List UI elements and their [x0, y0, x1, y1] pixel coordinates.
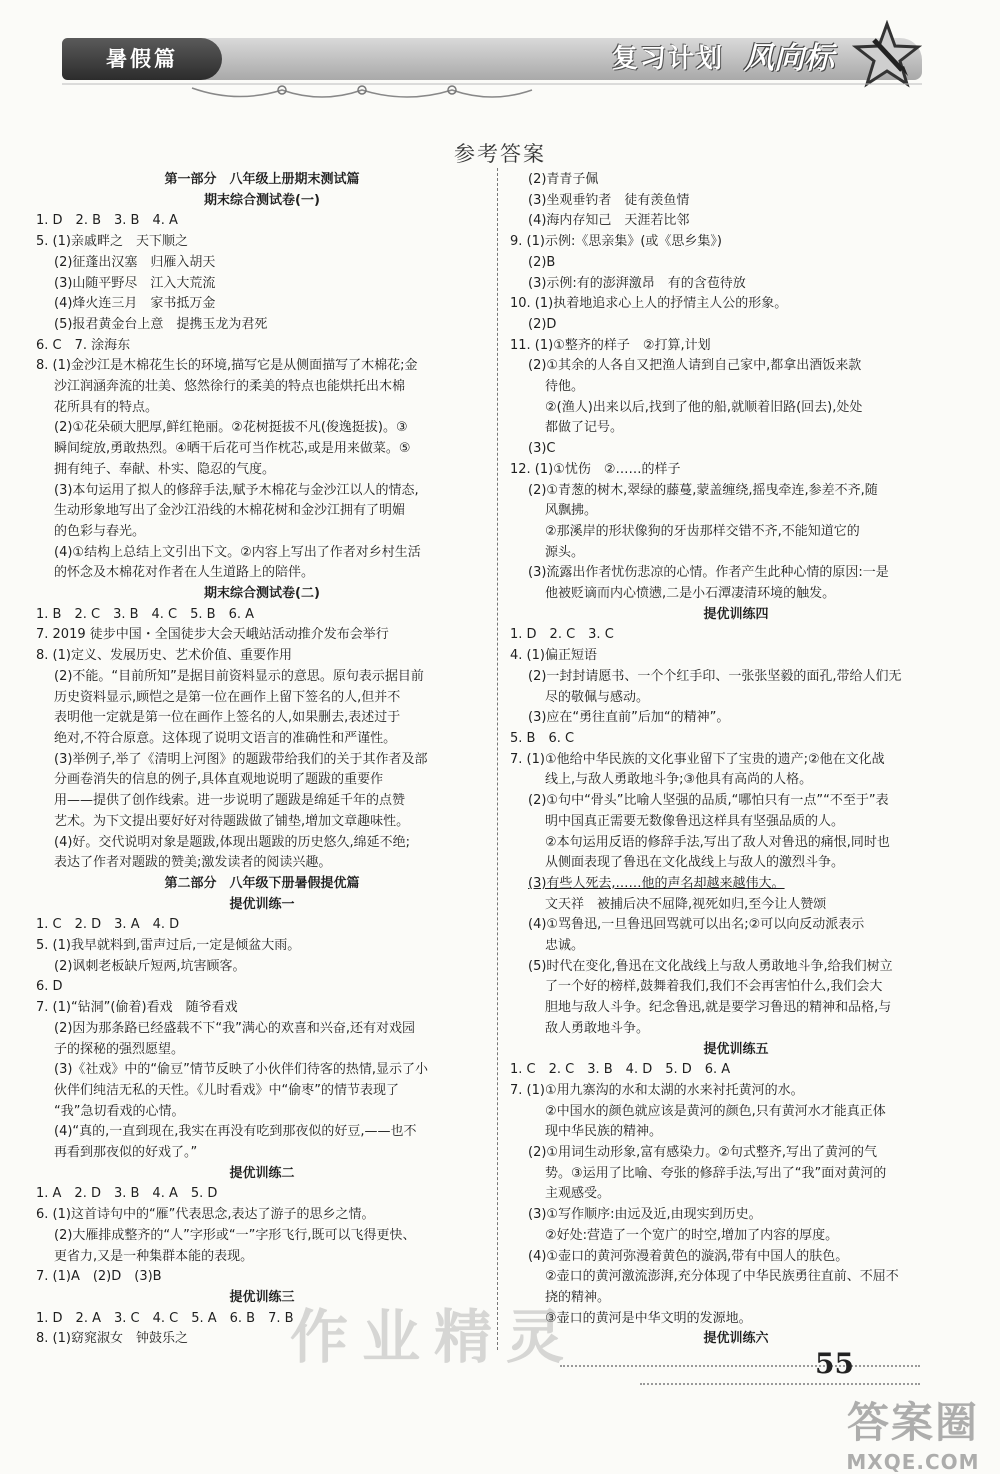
answer-line: (2)①花朵硕大肥厚,鲜红艳丽。②花树挺拔不凡(俊逸挺拔)。③: [54, 420, 408, 436]
column-divider: [497, 168, 498, 1350]
corner-watermark: [838, 1390, 988, 1474]
answer-line: 瞬间绽放,勇敢热烈。④晒干后花可当作枕芯,或是用来做菜。⑤: [54, 441, 411, 457]
answer-line: 5. (1)我早就料到,雷声过后,一定是倾盆大雨。: [36, 938, 301, 954]
answer-line: 胆地与敌人斗争。纪念鲁迅,就是要学习鲁迅的精神和品格,与: [545, 1000, 892, 1016]
answer-line: ②那溪岸的形状像狗的牙齿那样交错不齐,不能知道它的: [545, 523, 860, 539]
answer-line: 表明他一定就是第一位在画作上签名的人,如果删去,表述过于: [54, 710, 401, 726]
answer-line: 势。③运用了比喻、夸张的修辞手法,写出了“我”面对黄河的: [545, 1165, 887, 1181]
answer-line: 1. C 2. C 3. B 4. D 5. D 6. A: [510, 1062, 731, 1078]
answer-line: 5. (1)亲戚畔之 天下顺之: [36, 234, 188, 250]
answer-line: (4)烽火连三月 家书抵万金: [54, 296, 216, 312]
answer-line: 忠诚。: [545, 938, 585, 954]
answer-line: 源头。: [545, 544, 585, 560]
answer-line: ②壶口的黄河激流澎湃,充分体现了中华民族勇往直前、不屈不: [545, 1269, 899, 1285]
page-number: 55: [815, 1347, 854, 1380]
answer-line: (2)①其余的人各自又把渔人请到自己家中,都拿出酒饭来款: [528, 358, 862, 374]
answer-line: 待他。: [545, 379, 585, 395]
answer-line: (4)“真的,一直到现在,我实在再没有吃到那夜似的好豆,——也不: [54, 1124, 417, 1140]
answer-line: (4)海内存知己 天涯若比邻: [528, 213, 690, 229]
answer-line: 7. (1)①他给中华民族的文化事业留下了宝贵的遗产;②他在文化战: [510, 751, 885, 767]
header-banner: [62, 38, 922, 80]
answer-line: (3)山随平野尽 江入大荒流: [54, 275, 216, 291]
answer-line: ②(渔人)出来以后,找到了他的船,就顺着旧路(回去),处处: [545, 399, 863, 415]
answer-line: ③壶口的黄河是中华文明的发源地。: [545, 1310, 752, 1326]
answer-line: 用——提供了创作线索。进一步说明了题跋是绵延千年的点赞: [54, 793, 406, 809]
answer-line: (4)①结构上总结上文引出下文。②内容上写出了作者对乡村生活: [54, 544, 421, 560]
answer-line: 8. (1)金沙江是木棉花生长的环境,描写它是从侧面描写了木棉花;金: [36, 358, 418, 374]
answer-line: 生动形象地写出了金沙江沿线的木棉花树和金沙江拥有了明媚: [54, 503, 406, 519]
answer-line: 9. (1)示例:《思亲集》(或《思乡集》): [510, 234, 722, 250]
answer-line: ②本句运用反语的修辞手法,写出了敌人对鲁迅的痛恨,同时也: [545, 834, 890, 850]
answer-line: 6. (1)这首诗句中的“雁”代表思念,表达了游子的思乡之情。: [36, 1207, 375, 1223]
decorative-wave: [62, 82, 922, 106]
answer-line: 提优训练六: [703, 1331, 769, 1347]
answer-line: 从侧面表现了鲁迅在文化战线上与敌人的激烈斗争。: [545, 855, 845, 871]
answer-line: 8. (1)窈窕淑女 钟鼓乐之: [36, 1331, 188, 1347]
footer-dots: [640, 1383, 920, 1385]
brand-logo: 风向标: [744, 41, 834, 76]
answer-line: ②中国水的颜色就应该是黄河的颜色,只有黄河水才能真正体: [545, 1103, 886, 1119]
answer-line: 花所具有的特点。: [54, 399, 159, 415]
answer-line: 7. (1)A (2)D (3)B: [36, 1269, 162, 1285]
answer-line: 第二部分 八年级下册暑假提优篇: [164, 875, 360, 891]
answer-line: 文天祥 被捕后决不屈降,视死如归,至今让人赞颂: [545, 896, 827, 912]
left-answer-column: [36, 170, 488, 1350]
answer-line: 11. (1)①整齐的样子 ②打算,计划: [510, 337, 711, 353]
star-pencil-icon: [852, 20, 922, 90]
answer-line: (2)青青子佩: [528, 172, 599, 187]
right-answer-column: [510, 170, 962, 1350]
answer-line: (5)报君黄金台上意 提携玉龙为君死: [54, 316, 268, 332]
answer-line: 再看到那夜似的好戏了。”: [54, 1145, 198, 1161]
answer-line: (4)①壶口的黄河弥漫着黄色的漩涡,带有中国人的肤色。: [528, 1248, 849, 1264]
answer-line: 提优训练五: [703, 1041, 769, 1057]
footer-dots: [560, 1365, 920, 1367]
answer-line: 线上,与敌人勇敢地斗争;③他具有高尚的人格。: [545, 772, 813, 788]
answer-line: 7. (1)“钻洞”(偷着)看戏 随爷看戏: [36, 1000, 238, 1016]
answer-line: (2)B: [528, 254, 556, 270]
answer-line: 提优训练四: [703, 606, 769, 622]
answer-line: 6. D: [36, 979, 63, 995]
answer-line: ②好处:营造了一个宽广的时空,增加了内容的厚度。: [545, 1227, 839, 1243]
section-tag: 暑假篇: [62, 38, 222, 80]
corner-watermark-bottom: MXQE.COM: [846, 1450, 980, 1474]
answer-line: (4)①骂鲁迅,一旦鲁迅回骂就可以出名;②可以向反动派表示: [528, 917, 865, 933]
answer-line: 主观感受。: [545, 1186, 611, 1202]
answer-line: (3)举例子,举了《清明上河图》的题跋带给我们的关于其作者及部: [54, 751, 428, 767]
answer-line: (3)有些人死去,……他的声名却越来越伟大。: [528, 875, 785, 891]
answer-line: 历史资料显示,顾恺之是第一位在画作上留下签名的人,但并不: [54, 689, 401, 705]
answer-line: 现中华民族的精神。: [545, 1124, 663, 1140]
watermark-text: 作业精灵: [290, 1303, 579, 1371]
answer-line: 的怀念及木棉花对作者在人生道路上的陪伴。: [54, 565, 315, 581]
answer-line: (3)示例:有的澎湃激昂 有的含苞待放: [528, 275, 746, 291]
answer-line: (2)①青葱的树木,翠绿的藤蔓,蒙盖缠绕,摇曳牵连,参差不齐,随: [528, 482, 878, 498]
answer-line: 1. A 2. D 3. B 4. A 5. D: [36, 1186, 218, 1202]
answer-line: 风飘拂。: [545, 503, 598, 519]
answer-line: 第一部分 八年级上册期末测试篇: [164, 172, 360, 187]
answer-line: (3)C: [528, 441, 556, 457]
answer-line: (2)大雁排成整齐的“人”字形或“一”字形飞行,既可以飞得更快、: [54, 1227, 416, 1243]
answer-line: 期末综合测试卷(一): [204, 192, 320, 208]
answer-line: 明中国真正需要无数像鲁迅这样具有坚强品质的人。: [545, 813, 845, 829]
answer-line: 5. B 6. C: [510, 730, 575, 746]
answer-line: 他被贬谪而内心愤懑,二是小石潭凄清环境的触发。: [545, 586, 836, 602]
answer-line: 1. D 2. A 3. C 4. C 5. A 6. B 7. B: [36, 1310, 294, 1326]
answer-line: 4. (1)偏正短语: [510, 648, 597, 664]
answer-line: 敌人勇敢地斗争。: [545, 1020, 650, 1036]
answer-line: 1. B 2. C 3. B 4. C 5. B 6. A: [36, 606, 255, 622]
answer-line: 7. (1)①用九寨沟的水和太湖的水来衬托黄河的水。: [510, 1082, 804, 1098]
answer-line: 1. C 2. D 3. A 4. D: [36, 917, 180, 933]
answer-line: 12. (1)①忧伤 ②……的样子: [510, 461, 681, 477]
answer-line: 表达了作者对题跋的赞美;激发读者的阅读兴趣。: [54, 855, 332, 871]
answer-line: (3)①写作顺序:由远及近,由现实到历史。: [528, 1207, 762, 1223]
answer-line: (5)时代在变化,鲁迅在文化战线上与敌人勇敢地斗争,给我们树立: [528, 958, 893, 974]
answer-line: 都做了记号。: [545, 420, 624, 436]
answer-line: 尽的敬佩与感动。: [545, 689, 650, 705]
answer-line: (3)本句运用了拟人的修辞手法,赋予木棉花与金沙江以人的情态,: [54, 482, 419, 498]
answer-line: (2)讽刺老板缺斤短两,坑害顾客。: [54, 958, 246, 974]
answer-line: 绝对,不符合原意。这体现了说明文语言的准确性和严谨性。: [54, 730, 397, 746]
answer-line: 期末综合测试卷(二): [204, 586, 320, 602]
answer-line: 1. D 2. B 3. B 4. A: [36, 213, 178, 229]
answer-line: (2)D: [528, 316, 557, 332]
answer-line: 7. 2019 徒步中国・全国徒步大会天峨站活动推介发布会举行: [36, 627, 389, 643]
answer-line: (2)①用词生动形象,富有感染力。②句式整齐,写出了黄河的气: [528, 1145, 877, 1161]
answer-line: (4)好。交代说明对象是题跋,体现出题跋的历史悠久,绵延不绝;: [54, 834, 411, 850]
answer-line: 1. D 2. C 3. C: [510, 627, 614, 643]
answer-line: 拥有纯子、奉献、朴实、隐忍的气度。: [54, 461, 276, 477]
plan-label: 复习计划: [612, 44, 725, 74]
answer-line: 沙江润涵奔流的壮美、悠然徐行的柔美的特点也能烘托出木棉: [54, 379, 406, 395]
answer-line: 了一个好的榜样,鼓舞着我们,我们不会再害怕什么,我们会大: [545, 979, 883, 995]
page-title: 参考答案: [454, 142, 546, 166]
answer-line: (3)坐观垂钓者 徒有羡鱼情: [528, 192, 690, 208]
answer-line: 提优训练二: [229, 1165, 295, 1181]
answer-line: (2)因为那条路已经盛载不下“我”满心的欢喜和兴奋,还有对戏园: [54, 1020, 416, 1036]
answer-line: (3)流露出作者忧伤悲凉的心情。作者产生此种心情的原因:一是: [528, 565, 889, 581]
answer-line: (2)①句中“骨头”比喻人坚强的品质,“哪怕只有一点”“不至于”表: [528, 793, 889, 809]
answer-line: (3)《社戏》中的“偷豆”情节反映了小伙伴们待客的热情,显示了小: [54, 1062, 429, 1078]
answer-line: 10. (1)执着地追求心上人的抒情主人公的形象。: [510, 296, 788, 312]
answer-line: 的色彩与春光。: [54, 523, 146, 539]
answer-line: 8. (1)定义、发展历史、艺术价值、重要作用: [36, 648, 292, 664]
answer-line: 分画卷消失的信息的例子,具体直观地说明了题跋的重要作: [54, 772, 384, 788]
answer-line: 6. C 7. 涂海东: [36, 337, 131, 353]
answer-line: 挠的精神。: [545, 1289, 611, 1305]
answer-line: 艺术。为下文提出要好好对待题跋做了铺垫,增加文章趣味性。: [54, 813, 410, 829]
answer-line: 提优训练三: [229, 1289, 295, 1305]
answer-line: 提优训练一: [229, 896, 295, 912]
answer-line: (2)不能。“目前所知”是据目前资料显示的意思。原句表示据目前: [54, 668, 424, 684]
answer-line: (3)应在“勇往直前”后加“的精神”。: [528, 710, 730, 726]
answer-line: 子的探秘的强烈愿望。: [54, 1041, 185, 1057]
answer-line: (2)一封封请愿书、一个个红手印、一张张坚毅的面孔,带给人们无: [528, 668, 902, 684]
corner-watermark-top: 答案圈: [846, 1398, 979, 1447]
answer-line: “我”急切看戏的心情。: [54, 1103, 185, 1119]
answer-line: 更省力,又是一种集群本能的表现。: [54, 1248, 254, 1264]
answer-line: (2)征蓬出汉塞 归雁入胡天: [54, 254, 216, 270]
answer-line: 伙伴们纯洁无私的天性。《儿时看戏》中“偷枣”的情节表现了: [54, 1082, 399, 1098]
